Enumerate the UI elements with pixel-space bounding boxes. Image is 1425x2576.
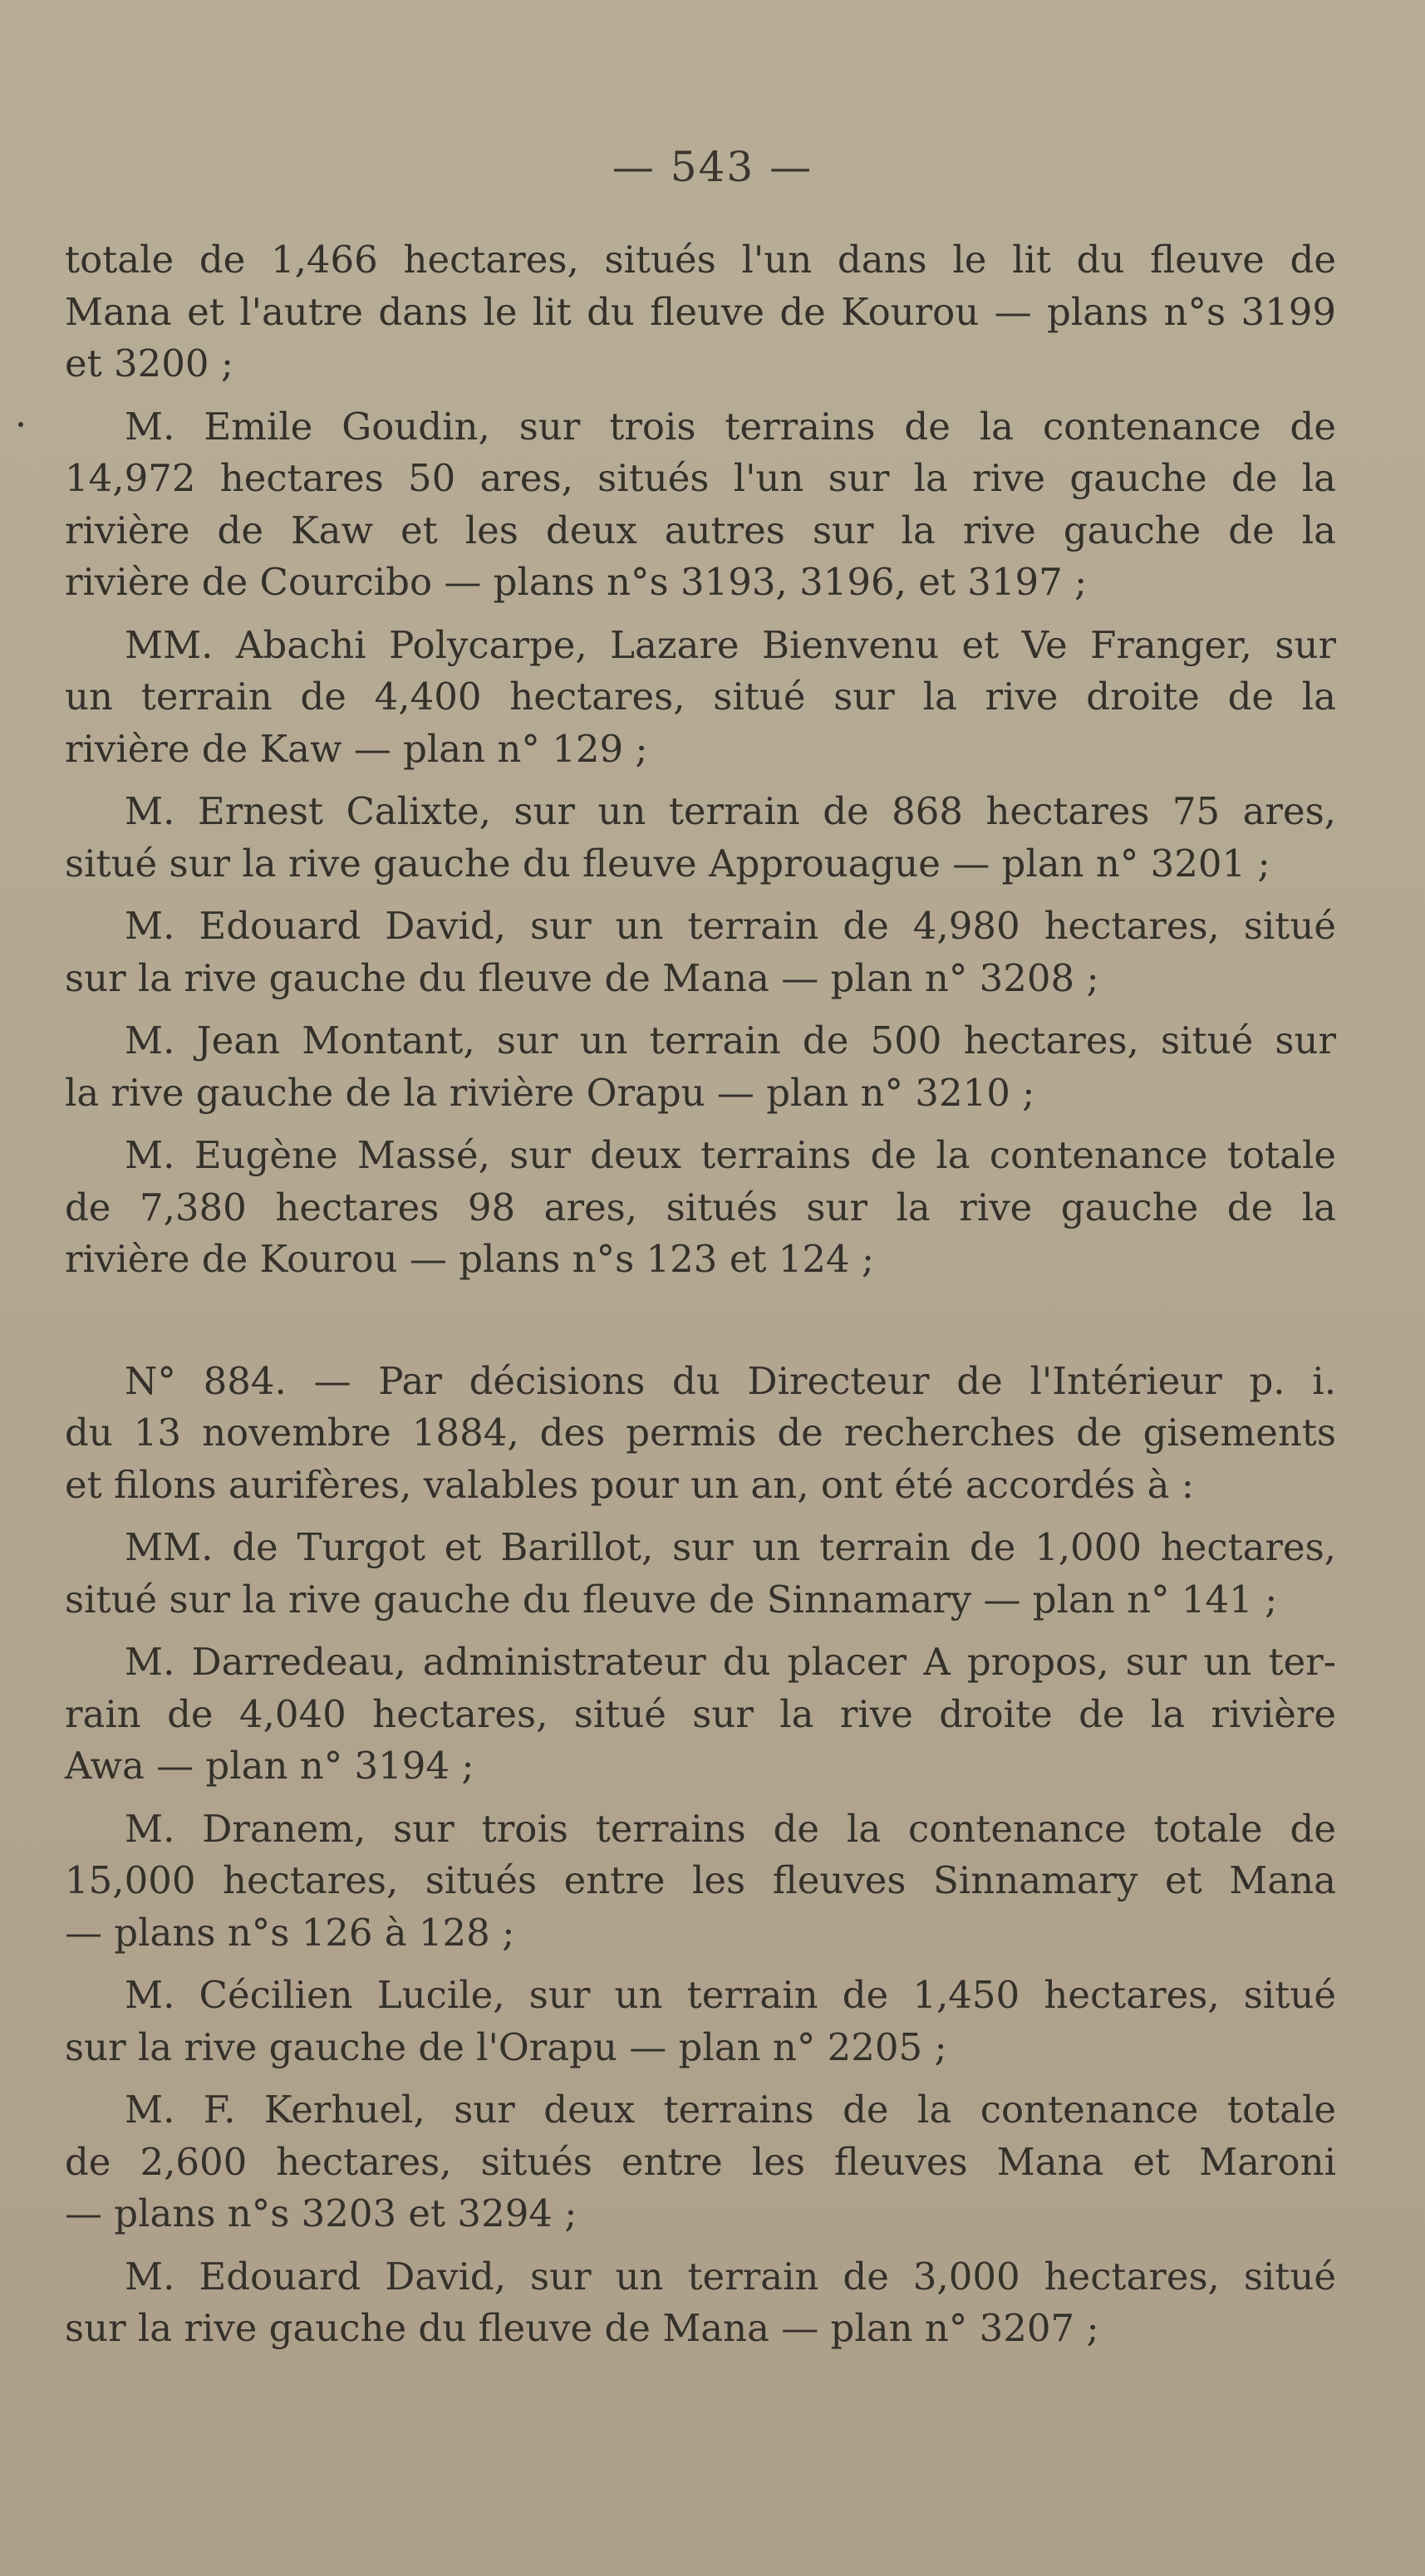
text-line: Awa — plan n° 3194 ;: [65, 1744, 474, 1788]
text-line: situé sur la rive gauche du fleuve de Sinnamary — plan n° 141 ;: [65, 1577, 1278, 1622]
paragraph-p10: [65, 1636, 1336, 1793]
text-line: 14,972 hectares 50 ares, situés l'un sur la rive gauche de la: [65, 456, 1336, 500]
text-line: et 3200 ;: [65, 341, 234, 385]
page-number: — 543 —: [612, 143, 813, 191]
paragraph-p8: [65, 1356, 1336, 1512]
text-line: MM. Abachi Polycarpe, Lazare Bienvenu et Ve Franger, sur: [125, 622, 1336, 667]
text-line: M. Edouard David, sur un terrain de 4,980 hectares, situé: [125, 904, 1336, 948]
text-line: MM. de Turgot et Barillot, sur un terrain de 1,000 hectares,: [125, 1525, 1336, 1569]
text-line: rivière de Kaw — plan n° 129 ;: [65, 726, 648, 771]
text-line: M. Ernest Calixte, sur un terrain de 868 hectares 75 ares,: [125, 789, 1336, 833]
paragraph-p4: [65, 786, 1336, 890]
text-line: M. Eugène Massé, sur deux terrains de la contenance totale: [125, 1133, 1336, 1177]
paragraph-p3: [65, 620, 1336, 776]
text-line: totale de 1,466 hectares, situés l'un dans le lit du fleuve de: [65, 238, 1336, 282]
text-line: M. Cécilien Lucile, sur un terrain de 1,450 hectares, situé: [125, 1973, 1336, 2017]
paragraph-p7: [65, 1130, 1336, 1286]
paragraph-p9: [65, 1522, 1336, 1626]
paragraph-p2: [65, 401, 1336, 609]
text-line: — plans n°s 3203 et 3294 ;: [65, 2191, 577, 2235]
body-text: [65, 234, 1336, 2366]
text-line: 15,000 hectares, situés entre les fleuves Sinnamary et Mana: [65, 1858, 1336, 1902]
text-line: N° 884. — Par décisions du Directeur de l'Intérieur p. i.: [125, 1358, 1336, 1403]
text-line: rivière de Courcibo — plans n°s 3193, 3196, et 3197 ;: [65, 560, 1088, 604]
text-line: un terrain de 4,400 hectares, situé sur la rive droite de la: [65, 675, 1336, 719]
paragraph-p13: [65, 2084, 1336, 2240]
paragraph-p14: [65, 2251, 1336, 2355]
text-line: la rive gauche de la rivière Orapu — plan n° 3210 ;: [65, 1070, 1035, 1115]
paragraph-p12: [65, 1970, 1336, 2073]
text-line: M. Edouard David, sur un terrain de 3,000 hectares, situé: [125, 2254, 1336, 2299]
text-line: M. F. Kerhuel, sur deux terrains de la contenance totale: [125, 2088, 1336, 2132]
text-line: sur la rive gauche de l'Orapu — plan n° 2205 ;: [65, 2024, 947, 2069]
paragraph-p11: [65, 1803, 1336, 1960]
text-line: M. Darredeau, administrateur du placer A propos, sur un ter-: [125, 1640, 1336, 1684]
text-line: rain de 4,040 hectares, situé sur la rive droite de la rivière: [65, 1691, 1336, 1736]
paragraph-p5: [65, 900, 1336, 1004]
text-line: de 2,600 hectares, situés entre les fleuves Mana et Maroni: [65, 2139, 1336, 2184]
text-line: rivière de Kaw et les deux autres sur la rive gauche de la: [65, 508, 1336, 552]
text-line: rivière de Kourou — plans n°s 123 et 124 ;: [65, 1237, 875, 1281]
text-line: M. Emile Goudin, sur trois terrains de la contenance de: [125, 404, 1336, 449]
text-line: — plans n°s 126 à 128 ;: [65, 1910, 515, 1955]
text-line: sur la rive gauche du fleuve de Mana — plan n° 3207 ;: [65, 2306, 1099, 2350]
text-line: de 7,380 hectares 98 ares, situés sur la rive gauche de la: [65, 1185, 1336, 1229]
paragraph-p6: [65, 1015, 1336, 1119]
text-line: Mana et l'autre dans le lit du fleuve de Kourou — plans n°s 3199: [65, 289, 1336, 334]
text-line: et filons aurifères, valables pour un an, ont été accordés à :: [65, 1462, 1194, 1507]
margin-dot-mark: [18, 422, 23, 427]
text-line: du 13 novembre 1884, des permis de recherches de gisements: [65, 1411, 1336, 1455]
text-line: M. Jean Montant, sur un terrain de 500 hectares, situé sur: [125, 1018, 1336, 1062]
text-line: sur la rive gauche du fleuve de Mana — plan n° 3208 ;: [65, 955, 1099, 1000]
text-line: situé sur la rive gauche du fleuve Approuague — plan n° 3201 ;: [65, 841, 1270, 886]
paragraph-p1: [65, 234, 1336, 390]
text-line: M. Dranem, sur trois terrains de la contenance totale de: [125, 1806, 1336, 1851]
